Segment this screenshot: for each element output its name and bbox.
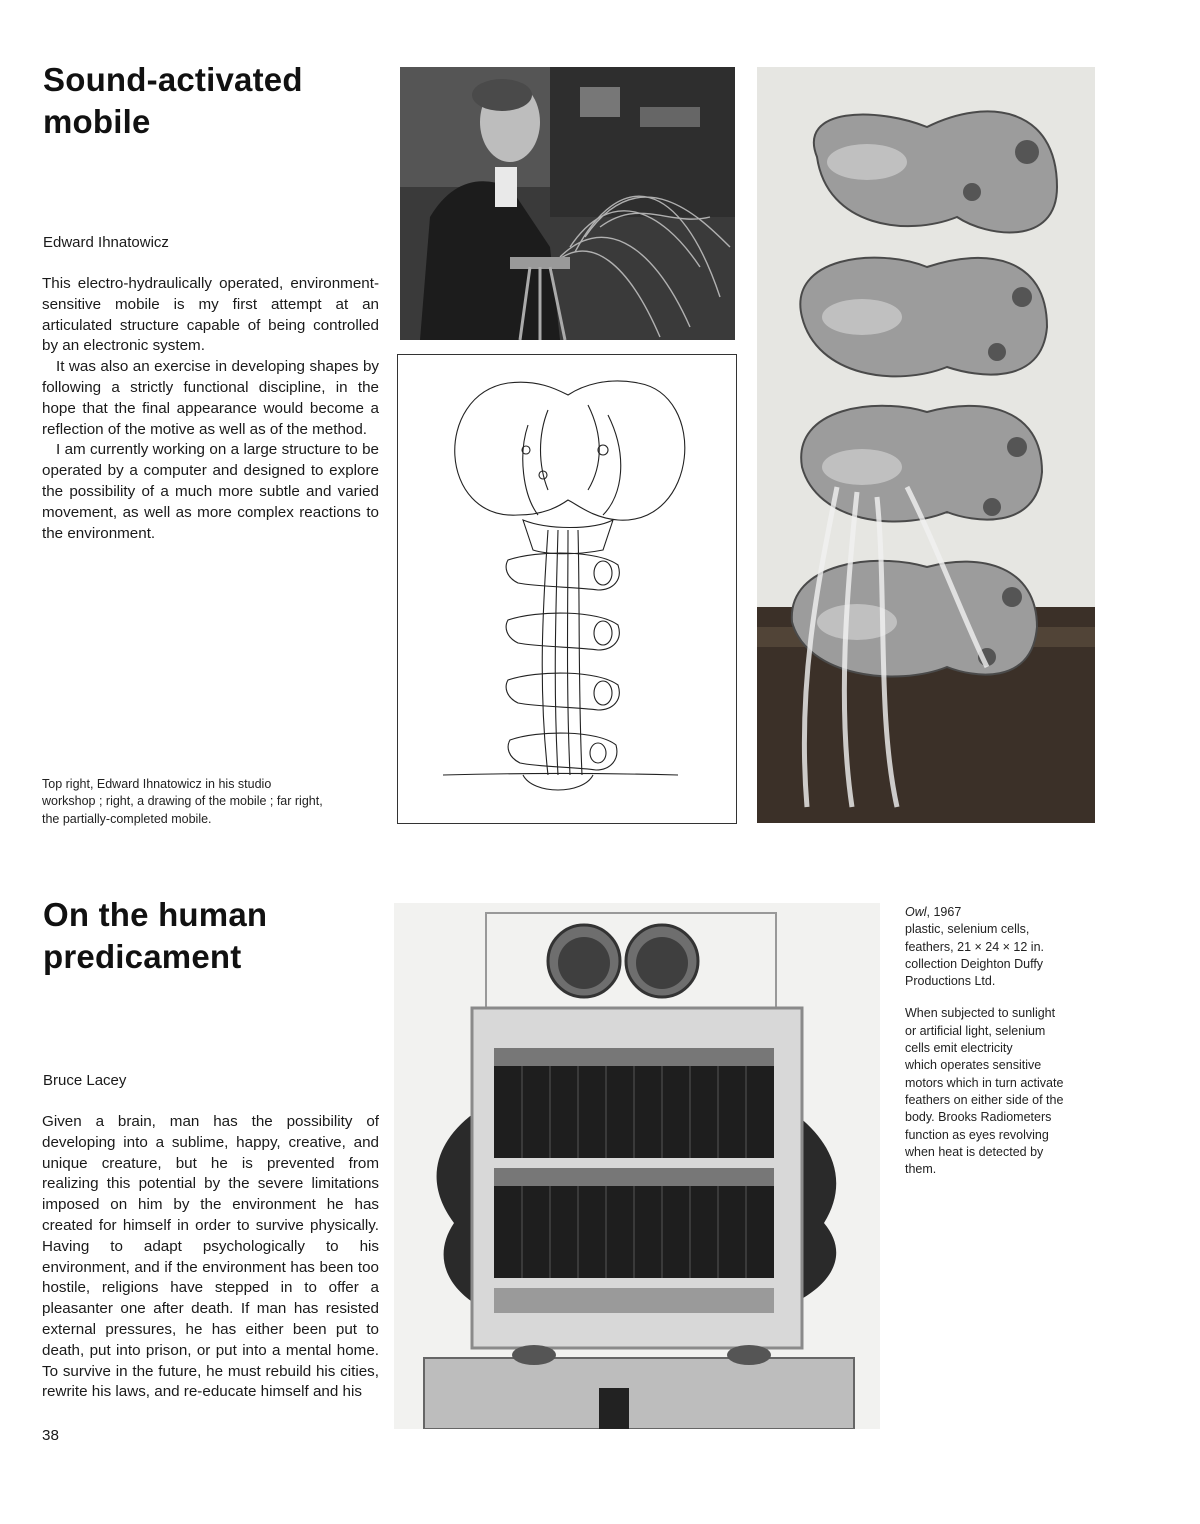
article1-title-line2: mobile — [43, 103, 151, 140]
mobile-photo — [757, 67, 1095, 823]
owl-year: , 1967 — [926, 905, 962, 919]
article2-title — [43, 894, 267, 978]
article2-body — [42, 1112, 379, 1403]
article2-author: Bruce Lacey — [43, 1072, 127, 1089]
article1-title — [43, 59, 303, 143]
mobile-drawing — [397, 354, 737, 824]
page-number: 38 — [42, 1427, 59, 1444]
caption-line: Top right, Edward Ihnatowicz in his studio — [42, 777, 272, 791]
owl-description-line: feathers on either side of the — [905, 1092, 1064, 1107]
article1-title-line1: Sound-activated — [43, 61, 303, 98]
caption-line: workshop ; right, a drawing of the mobile ; far right, — [42, 794, 323, 809]
article1-caption — [42, 776, 382, 828]
studio-photo — [400, 67, 735, 340]
owl-detail-line: feathers, 21 × 24 × 12 in. — [905, 939, 1044, 954]
article2-title-line1: On the human — [43, 896, 268, 933]
article1-body — [42, 274, 379, 544]
owl-description-line: which operates sensitive — [905, 1058, 1042, 1073]
owl-detail-line: Productions Ltd. — [905, 974, 996, 989]
article2-paragraph: Given a brain, man has the possibility of developing into a sublime, happy, creative, and unique creature, but he is prevented from realizing this potential by the severe limitations imposed on him by the environment he has created for himself in order to survive physically. Having to adapt psychologically to his environment, and if the environment has been too hostile, religions have stepped in to offer a pleasanter one after death. If man has resisted external pressures, he has either been put to death, put into prison, or put into a mental home. To survive in the future, he must rebuild his cities, rewrite his laws, and re-educate himself and his — [42, 1113, 379, 1401]
caption-line: the partially-completed mobile. — [42, 811, 212, 826]
article1-paragraph: I am currently working on a large structure to be operated by a computer and designed to explore the possibility of a much more subtle and varied movement, as well as more complex reactions to the environment. — [42, 441, 379, 542]
owl-caption — [905, 904, 1165, 1178]
owl-description-line: function as eyes revolving — [905, 1127, 1049, 1142]
article2-title-line2: predicament — [43, 938, 242, 975]
owl-description-line: or artificial light, selenium — [905, 1023, 1046, 1038]
article1-paragraph: This electro-hydraulically operated, environment-sensitive mobile is my first attempt at an articulated structure capable of being controlled by an electronic system. — [42, 275, 379, 355]
owl-description-line: When subjected to sunlight — [905, 1006, 1056, 1021]
article1-paragraph: It was also an exercise in developing shapes by following a strictly functional discipline, in the hope that the final appearance would become a reflection of the motive as well as of the method. — [42, 358, 379, 438]
owl-detail-line: collection Deighton Duffy — [905, 956, 1044, 971]
owl-detail-line: plastic, selenium cells, — [905, 922, 1030, 937]
owl-description-line: motors which in turn activate — [905, 1075, 1064, 1090]
article1-author: Edward Ihnatowicz — [43, 234, 169, 251]
owl-title-line — [905, 904, 1165, 921]
owl-photo — [394, 903, 880, 1429]
owl-description-line: them. — [905, 1162, 937, 1177]
owl-description-line: body. Brooks Radiometers — [905, 1110, 1052, 1125]
owl-description-line: cells emit electricity — [905, 1041, 1013, 1056]
owl-description-line: when heat is detected by — [905, 1144, 1044, 1159]
owl-title: Owl — [905, 905, 927, 919]
